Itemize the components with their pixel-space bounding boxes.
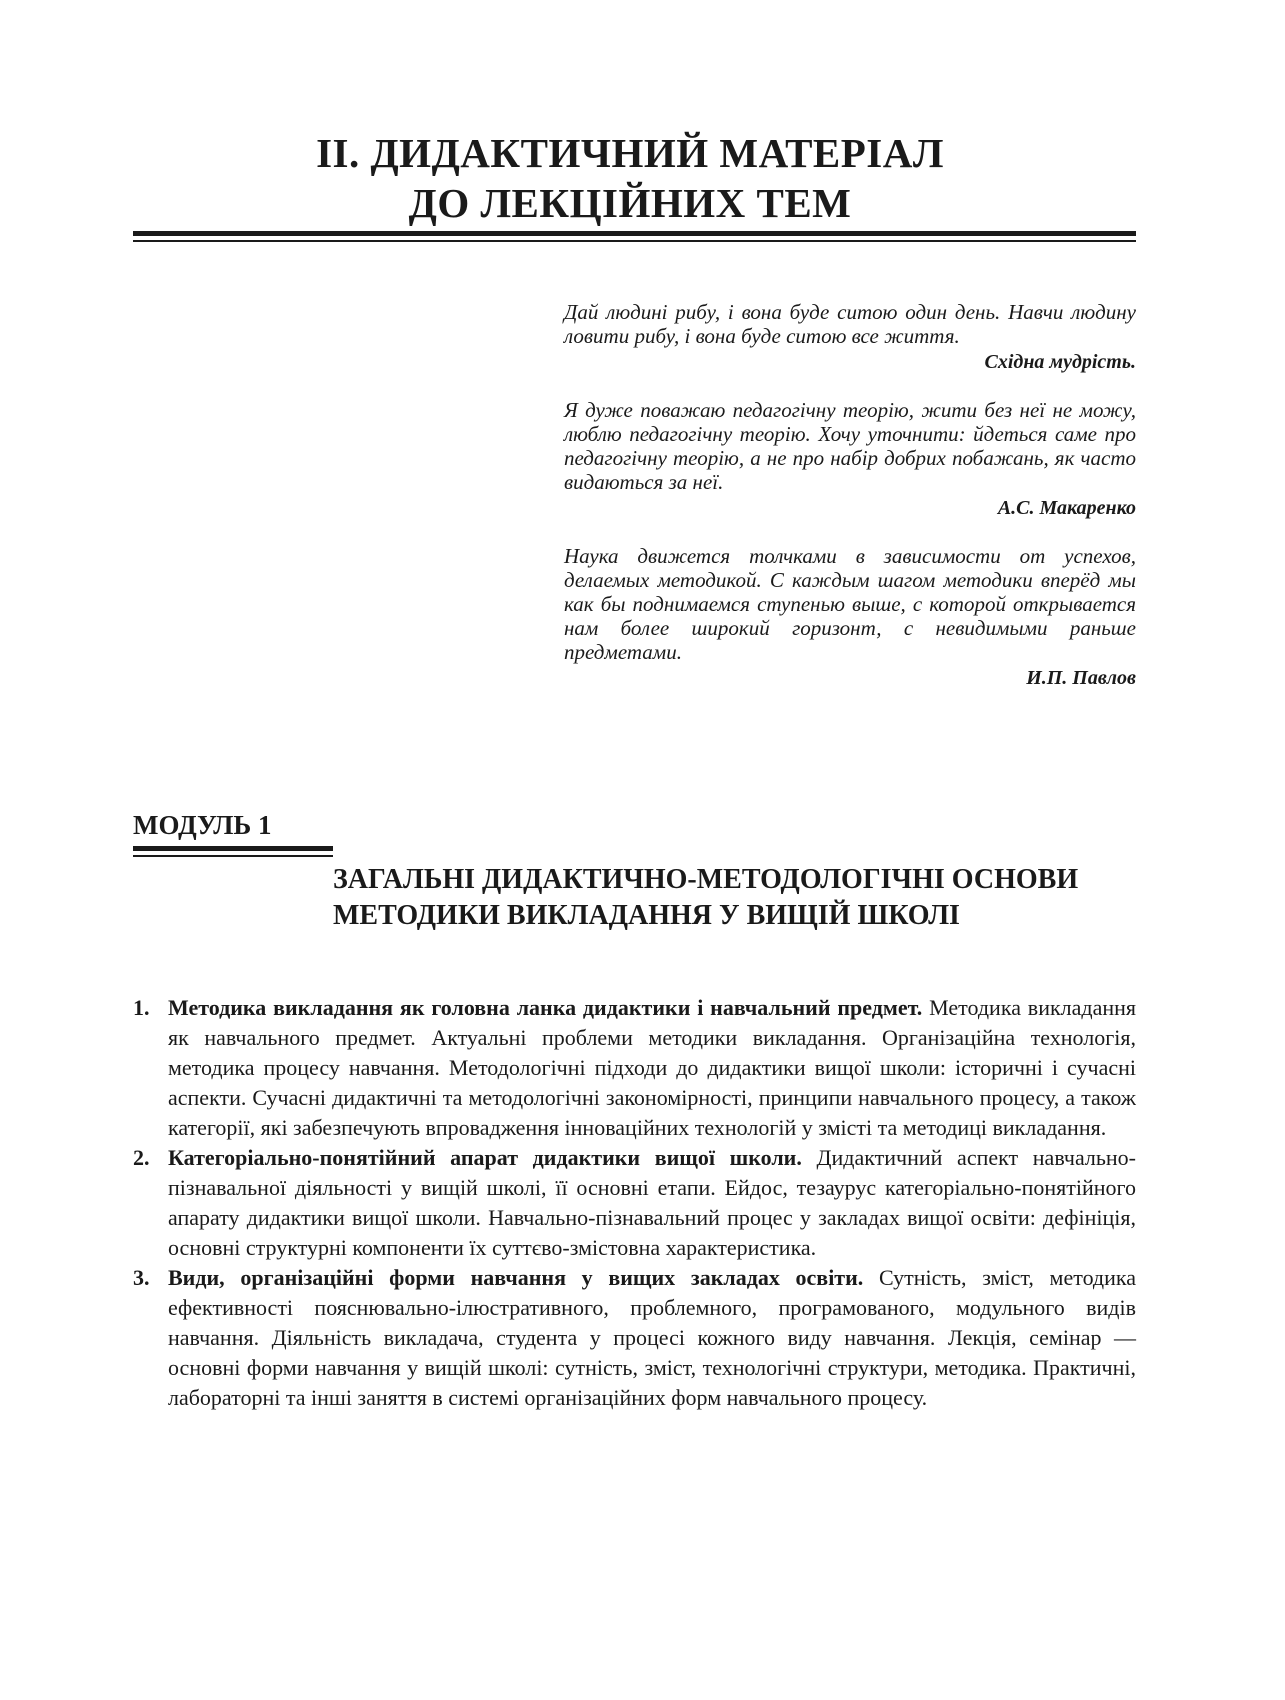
epigraph-text-2: Я дуже поважаю педагогічну теорію, жити без неї не можу, люблю педагогічну теорію. Хочу уточнити: йдеться саме про педагогічну теорію, а не про набір добрих побажань, як часто видаються за неї. <box>564 398 1136 494</box>
topic-heading: Види, організаційні форми навчання у вищих закладах освіти. <box>168 1265 864 1290</box>
topic-item-1 <box>133 993 1136 1143</box>
topic-body: Сутність, зміст, методика ефективності пояснювально-ілюстративного, проблемного, програмованого, модульного видів навчання. Діяльність викладача, студента у процесі кожного виду навчання. Лекція, семінар — основні форми навчання у вищій школі: сутність, зміст, технологічні структури, методика. Практичні, лабораторні та інші заняття в системі організаційних форм навчального процесу. <box>168 1265 1137 1410</box>
chapter-title-line-1: ІІ. ДИДАКТИЧНИЙ МАТЕРІАЛ <box>316 130 944 176</box>
epigraph-author-1: Східна мудрість. <box>984 351 1136 373</box>
chapter-title-line-2: ДО ЛЕКЦІЙНИХ ТЕМ <box>408 180 852 226</box>
topic-number: 1. <box>133 995 150 1020</box>
topic-number: 3. <box>133 1265 150 1290</box>
module-title: ЗАГАЛЬНІ ДИДАКТИЧНО-МЕТОДОЛОГІЧНІ ОСНОВИ МЕТОДИКИ ВИКЛАДАННЯ У ВИЩІЙ ШКОЛІ <box>333 864 1079 931</box>
topic-text <box>168 1143 1136 1263</box>
chapter-title <box>130 128 1130 228</box>
chapter-title-rule-thin <box>133 240 1136 242</box>
topic-heading: Категоріально-понятійний апарат дидактики вищої школи. <box>168 1145 802 1170</box>
topic-body: Методика викладання як навчального предмет. Актуальні проблеми методики викладання. Організаційна технологія, методика процесу навчання. Методологічні підходи до дидактики вищої школи: історичні і сучасні аспекти. Сучасні дидактичні та методологічні закономірності, принципи навчального процесу, а також категорії, які забезпечують впровадження інноваційних технологій у змісті та методиці викладання. <box>168 995 1137 1140</box>
epigraph-author-2: А.С. Макаренко <box>997 497 1136 519</box>
epigraph-author-3: И.П. Павлов <box>1026 667 1136 689</box>
module-rule-thin <box>133 855 333 857</box>
topic-list <box>133 993 1136 1413</box>
module-rule-thick <box>133 846 333 851</box>
topic-item-2 <box>133 1143 1136 1263</box>
topic-heading: Методика викладання як головна ланка дидактики і навчальний предмет. <box>168 995 923 1020</box>
epigraph-text-3: Наука движется толчками в зависимости от успехов, делаемых методикой. С каждым шагом методики вперёд мы как бы поднимаемся ступенью выше, с которой открывается нам более широкий горизонт, с невидимыми раньше предметами. <box>564 544 1136 664</box>
epigraphs <box>564 300 1136 714</box>
topic-text <box>168 1263 1136 1413</box>
module-label: МОДУЛЬ 1 <box>133 810 272 840</box>
topic-item-3 <box>133 1263 1136 1413</box>
topic-text <box>168 993 1136 1143</box>
topic-number: 2. <box>133 1145 150 1170</box>
chapter-title-rule-thick <box>133 231 1136 236</box>
topic-body: Дидактичний аспект навчально-пізнавальної діяльності у вищій школі, її основні етапи. Ейдос, тезаурус категоріально-понятійного апарату дидактики вищої школи. Навчально-пізнавальний процес у закладах вищої освіти: дефініція, основні структурні компоненти їх суттєво-змістовна характеристика. <box>168 1145 1137 1260</box>
epigraph-text-1: Дай людині рибу, і вона буде ситою один день. Навчи людину ловити рибу, і вона буде ситою все життя. <box>564 300 1136 348</box>
